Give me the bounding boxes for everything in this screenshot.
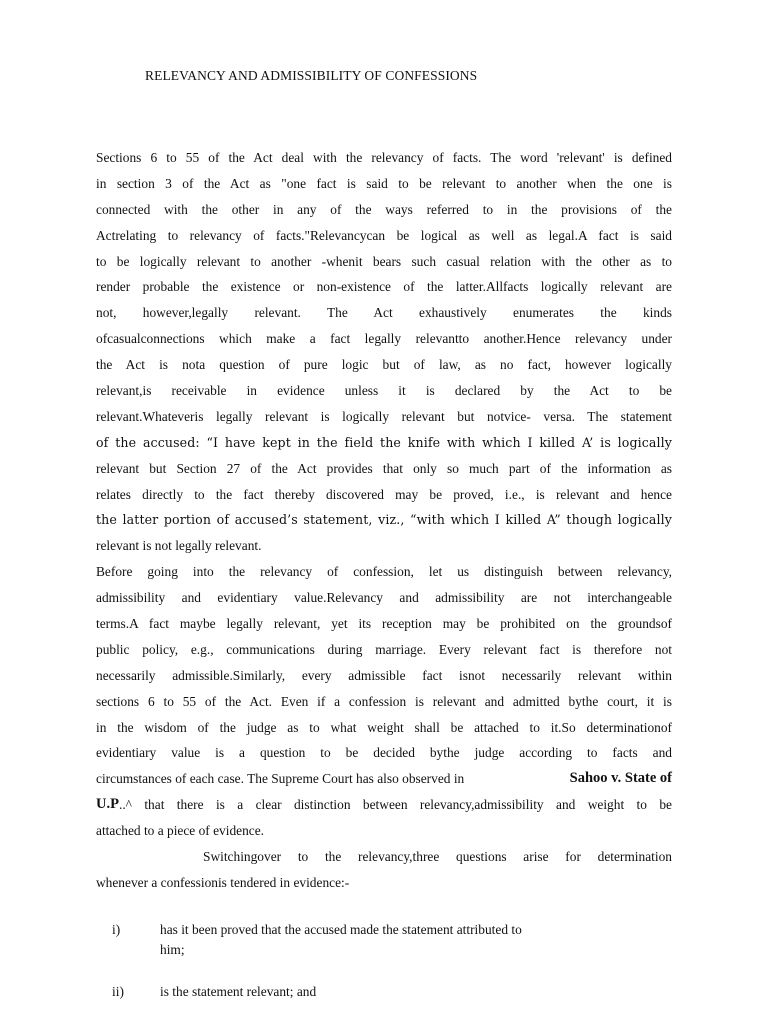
body-line: in the wisdom of the judge as to what weight shall be attached to it.So determinationof	[96, 719, 672, 735]
case-citation: U.P	[96, 796, 119, 813]
body-line: of the accused: “I have kept in the field the knife with which I killed A’ is logically	[96, 434, 672, 450]
body-line: relevant.Whateveris legally relevant is logically relevant but notvice- versa. The statement	[96, 408, 672, 424]
body-line: in section 3 of the Act as "one fact is said to be relevant to another when the one is	[96, 175, 672, 191]
document-body	[96, 145, 672, 896]
body-line: not, however,legally relevant. The Act exhaustively enumerates the kinds	[96, 305, 672, 321]
body-line: to be logically relevant to another -whenit bears such casual relation with the other as to	[96, 253, 672, 269]
body-line: relevant,is receivable in evidence unless it is declared by the Act to be	[96, 383, 672, 399]
body-line: relates directly to the fact thereby discovered may be proved, i.e., is relevant and hence	[96, 486, 672, 502]
body-line: connected with the other in any of the ways referred to in the provisions of the	[96, 201, 672, 217]
body-line: public policy, e.g., communications during marriage. Every relevant fact is therefore not	[96, 641, 672, 657]
body-line: Actrelating to relevancy of facts."Relevancycan be logical as well as legal.A fact is said	[96, 227, 672, 243]
list-item-text: him;	[160, 942, 185, 957]
body-line: the Act is nota question of pure logic but of law, as no fact, however logically	[96, 357, 672, 373]
body-line: terms.A fact maybe legally relevant, yet its reception may be prohibited on the groundsof	[96, 616, 672, 632]
body-line: the latter portion of accused’s statement, viz., “with which I killed A” though logically	[96, 512, 672, 528]
list-item-text: has it been proved that the accused made the statement attributed to	[160, 922, 522, 937]
body-line-text: ..^ that there is a clear distinction between relevancy,admissibility and weight to be	[118, 797, 672, 813]
list-item-number: i)	[112, 922, 121, 937]
body-line: relevant but Section 27 of the Act provides that only so much part of the information as	[96, 460, 672, 476]
body-line: necessarily admissible.Similarly, every admissible fact isnot necessarily relevant within	[96, 667, 672, 683]
body-line-with-case	[96, 792, 672, 818]
body-line: sections 6 to 55 of the Act. Even if a confession is relevant and admitted bythe court, it is	[96, 693, 672, 709]
body-line-text: circumstances of each case. The Supreme Court has also observed in	[96, 771, 465, 787]
body-line: relevant is not legally relevant.	[96, 538, 262, 554]
body-line: render probable the existence or non-existence of the latter.Allfacts logically relevant are	[96, 279, 672, 295]
body-line: Switchingover to the relevancy,three questions arise for determination	[203, 849, 672, 865]
body-line: ofcasualconnections which make a fact legally relevantto another.Hence relevancy under	[96, 331, 672, 347]
body-line: evidentiary value is a question to be decided bythe judge according to facts and	[96, 745, 672, 761]
case-citation: Sahoo v. State of	[569, 770, 672, 787]
document-title: RELEVANCY AND ADMISSIBILITY OF CONFESSIONS	[145, 68, 478, 83]
list-item-text: is the statement relevant; and	[160, 984, 317, 999]
body-line: attached to a piece of evidence.	[96, 823, 265, 839]
body-line: Sections 6 to 55 of the Act deal with the relevancy of facts. The word 'relevant' is defined	[96, 150, 672, 165]
body-line: admissibility and evidentiary value.Relevancy and admissibility are not interchangeable	[96, 590, 672, 606]
list-item-number: ii)	[112, 984, 124, 999]
body-line-with-case	[96, 766, 672, 792]
body-line: Before going into the relevancy of confession, let us distinguish between relevancy,	[96, 564, 672, 580]
body-line: whenever a confessionis tendered in evidence:-	[96, 874, 350, 890]
